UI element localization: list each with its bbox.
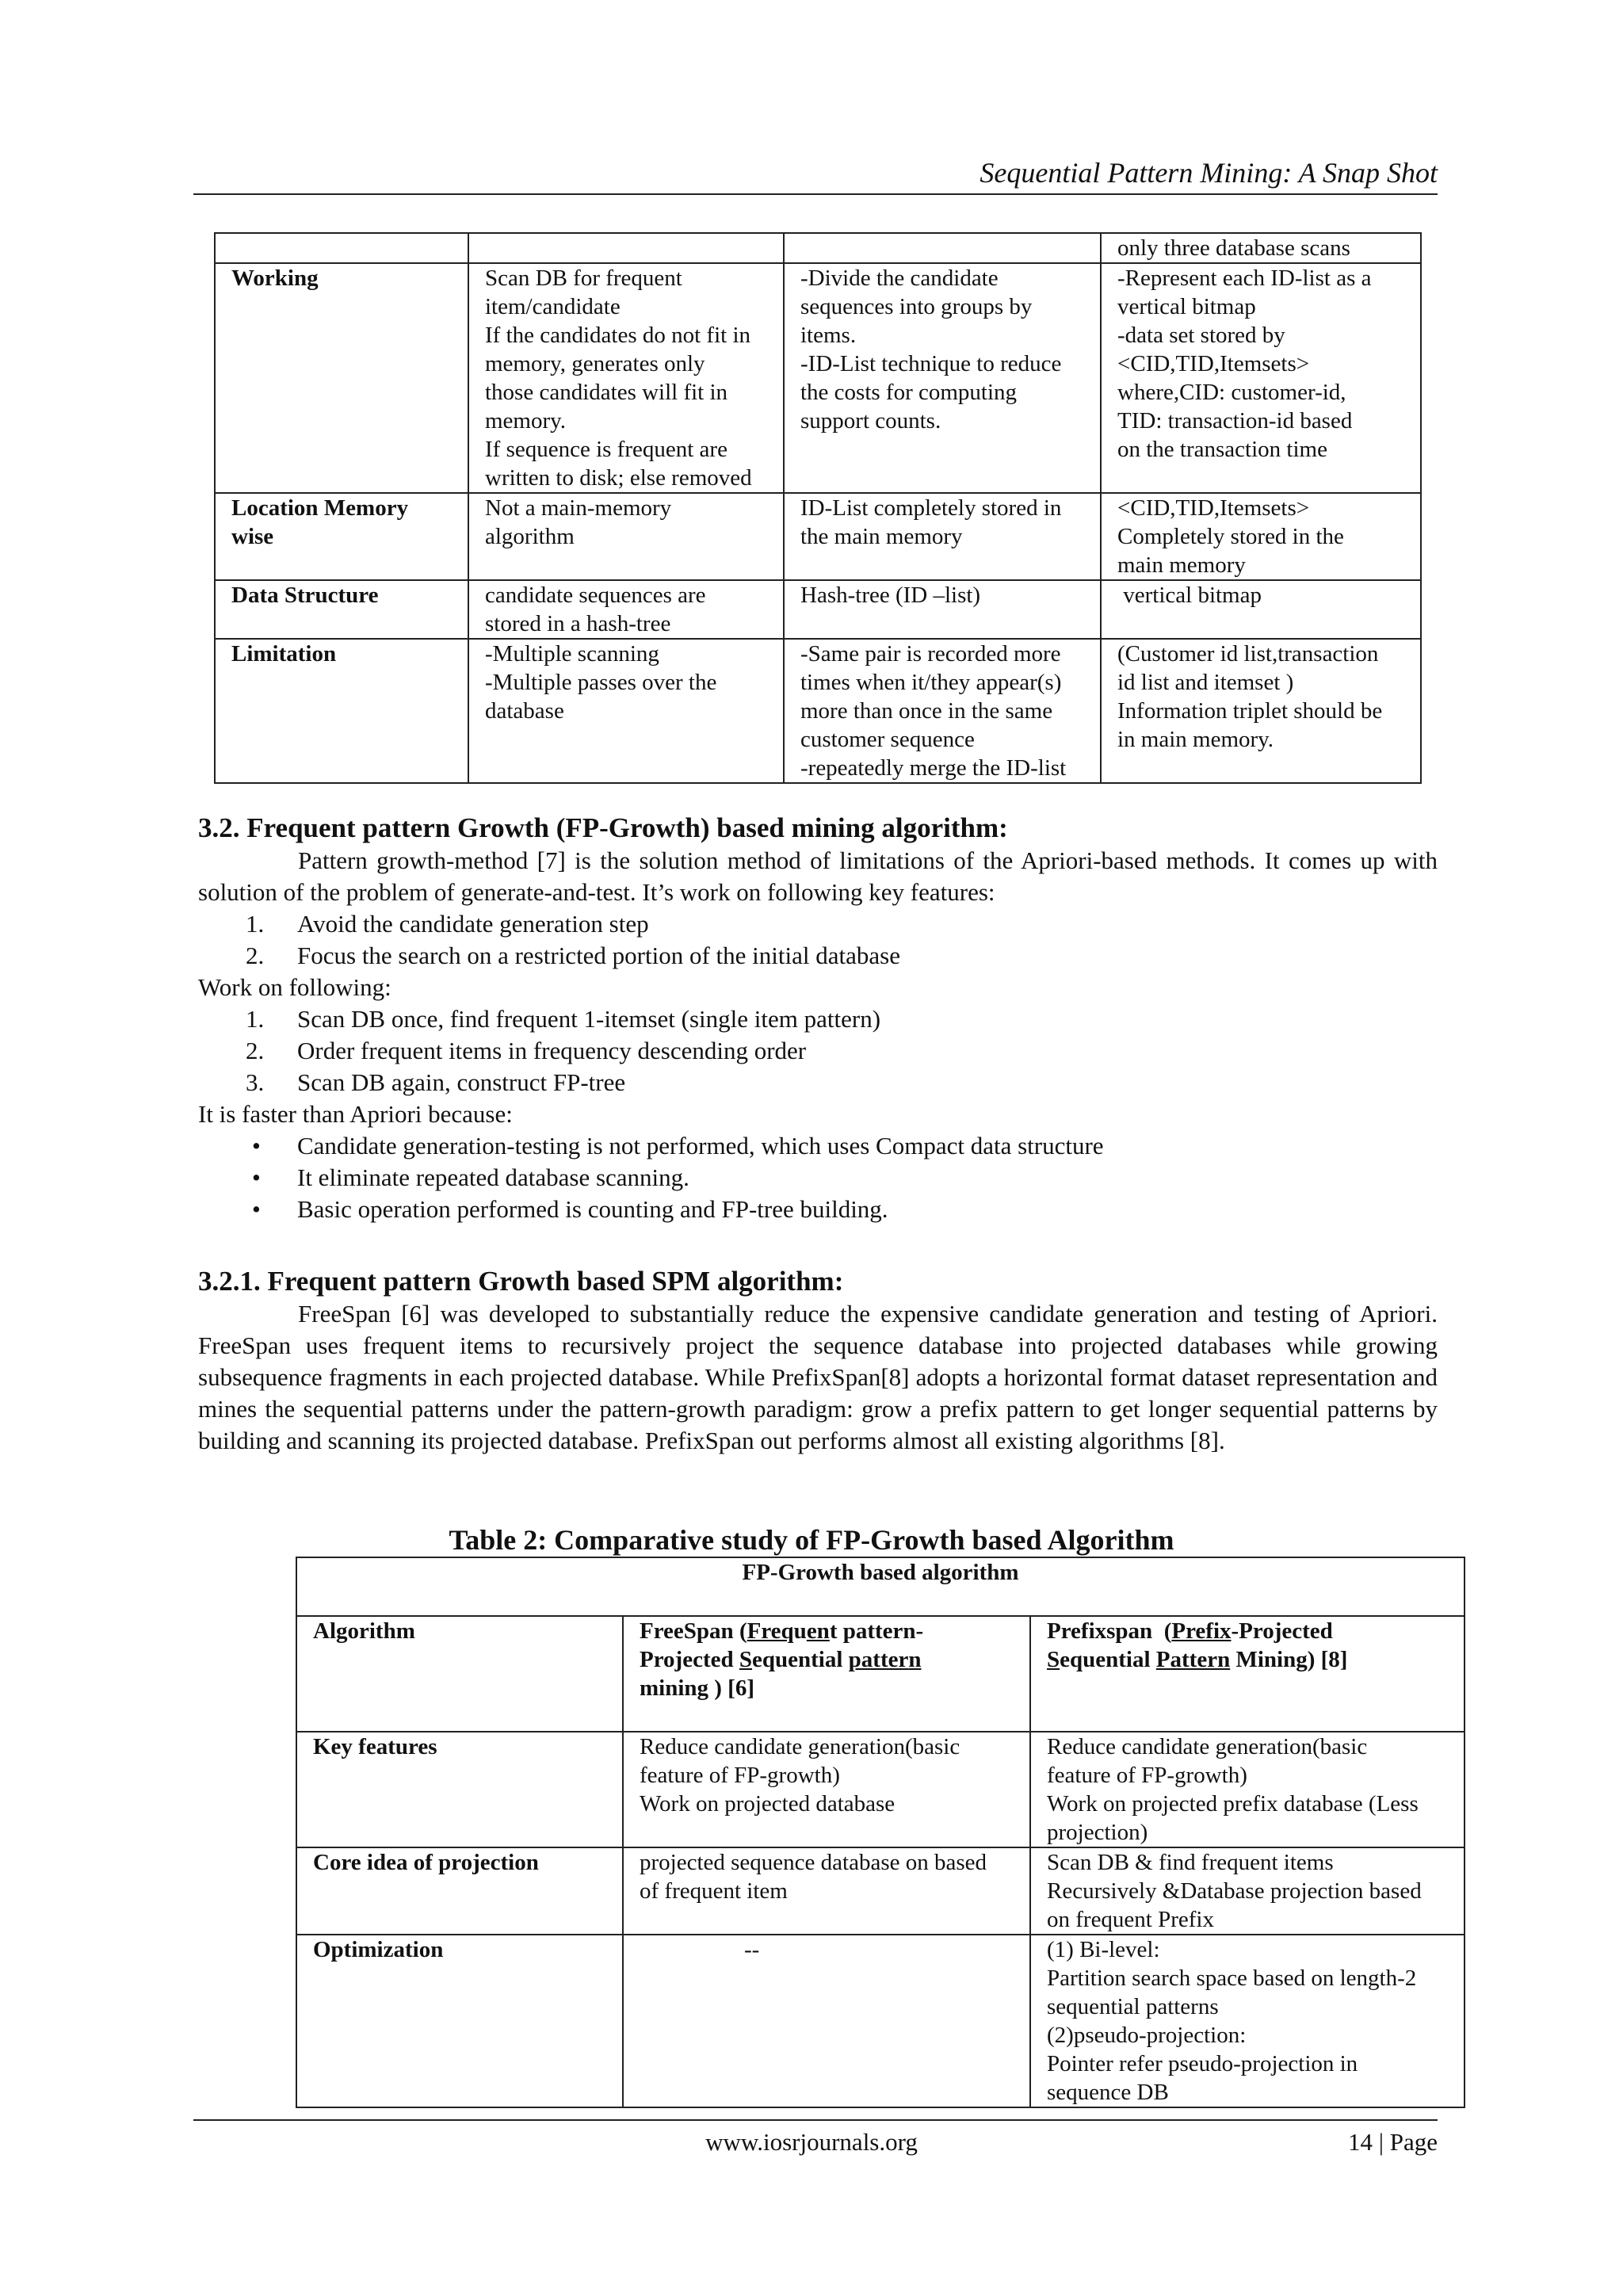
- list-item: • Candidate generation-testing is not performed, which uses Compact data structure: [198, 1130, 1438, 1162]
- table-cell: Scan DB for frequent item/candidate If the candidates do not fit in memory, generates only those candidates will fit in memory. If sequence is frequent are written to disk; else removed: [468, 263, 784, 493]
- paragraph: Pattern growth-method [7] is the solution method of limitations of the Apriori-based methods. It comes up with solution of the problem of generate-and-test. It’s work on following key features:: [198, 846, 1438, 906]
- row-label: Optimization: [296, 1935, 623, 2107]
- section-title: 3.2.1. Frequent pattern Growth based SPM algorithm:: [198, 1266, 844, 1297]
- table-cell: (Customer id list,transaction id list and itemset ) Information triplet should be in main memory.: [1101, 639, 1421, 783]
- table-row: [215, 233, 1421, 263]
- table-row: [296, 1732, 1465, 1847]
- table-row: [215, 263, 1421, 493]
- header-rule: [193, 193, 1438, 195]
- footer-rule: [193, 2119, 1438, 2121]
- table-cell: -Same pair is recorded more times when it/they appear(s) more than once in the same customer sequence -repeatedly merge the ID-list: [784, 639, 1101, 783]
- table-2-caption: Table 2: Comparative study of FP-Growth based Algorithm: [449, 1524, 1174, 1556]
- table-header: FP-Growth based algorithm: [296, 1557, 1465, 1616]
- list-item: • It eliminate repeated database scanning.: [198, 1162, 1438, 1194]
- section-title: 3.2. Frequent pattern Growth (FP-Growth) based mining algorithm:: [198, 812, 1008, 843]
- footer-url: www.iosrjournals.org: [705, 2128, 918, 2156]
- section-3-2-1: [198, 1265, 1438, 1457]
- table-cell: vertical bitmap: [1101, 580, 1421, 639]
- table-cell: ID-List completely stored in the main memory: [784, 493, 1101, 580]
- table-cell: (1) Bi-level: Partition search space based on length-2 sequential patterns (2)pseudo-projection: Pointer refer pseudo-projection in sequence DB: [1030, 1935, 1465, 2107]
- paragraph: FreeSpan [6] was developed to substantially reduce the expensive candidate generation and testing of Apriori. FreeSpan uses frequent items to recursively project the sequence database into projected databases while growing subsequence fragments in each projected database. While PrefixSpan[8] adopts a horizontal format dataset representation and mines the sequential patterns under the pattern-growth paradigm: grow a prefix pattern to get longer sequential patterns by building and scanning its projected database. PrefixSpan out performs almost all existing algorithms [8].: [198, 1300, 1438, 1454]
- table-cell: -Represent each ID-list as a vertical bitmap -data set stored by <CID,TID,Itemsets> where,CID: customer-id, TID: transaction-id based on the transaction time: [1101, 263, 1421, 493]
- list-item: 1. Scan DB once, find frequent 1-itemset (single item pattern): [246, 1005, 881, 1033]
- bullet-icon: •: [252, 1163, 261, 1191]
- table-row: [296, 1847, 1465, 1935]
- table-cell: projected sequence database on based of frequent item: [623, 1847, 1030, 1935]
- table-cell: -Divide the candidate sequences into groups by items. -ID-List technique to reduce the costs for computing support counts.: [784, 263, 1101, 493]
- row-label: Location Memory wise: [215, 493, 468, 580]
- list-item: 1. Avoid the candidate generation step: [246, 910, 649, 938]
- table-row: [215, 639, 1421, 783]
- row-label: Key features: [296, 1732, 623, 1847]
- work-steps-list: [198, 1003, 1438, 1098]
- page-number: 14 | Page: [1348, 2128, 1438, 2156]
- table-cell: Scan DB & find frequent items Recursively &Database projection based on frequent Prefix: [1030, 1847, 1465, 1935]
- row-label: Data Structure: [215, 580, 468, 639]
- row-label: [215, 233, 468, 263]
- paragraph: It is faster than Apriori because:: [198, 1100, 513, 1128]
- table-cell: Reduce candidate generation(basic feature of FP-growth) Work on projected prefix database (Less projection): [1030, 1732, 1465, 1847]
- section-3-2: [198, 812, 1438, 1225]
- table-row: [296, 1935, 1465, 2107]
- table-row: [296, 1557, 1465, 1616]
- faster-reasons-list: [198, 1130, 1438, 1225]
- freespan-title: FreeSpan (Frequent pattern- Projected Sequential pattern mining ) [6]: [623, 1616, 1030, 1732]
- bullet-icon: •: [252, 1195, 261, 1223]
- list-item: • Basic operation performed is counting and FP-tree building.: [198, 1194, 1438, 1225]
- list-item: 3. Scan DB again, construct FP-tree: [246, 1068, 626, 1096]
- table-2: [296, 1557, 1465, 2108]
- paragraph: Work on following:: [198, 973, 391, 1001]
- list-item: 2. Order frequent items in frequency descending order: [246, 1037, 807, 1064]
- table-cell: --: [623, 1935, 1030, 2107]
- table-cell: [468, 233, 784, 263]
- table-row: [296, 1616, 1465, 1732]
- prefixspan-title: Prefixspan (Prefix-Projected Sequential Pattern Mining) [8]: [1030, 1616, 1465, 1732]
- bullet-icon: •: [252, 1132, 261, 1159]
- table-cell: candidate sequences are stored in a hash-tree: [468, 580, 784, 639]
- table-row: [215, 580, 1421, 639]
- key-features-list: [198, 908, 1438, 972]
- table-cell: [784, 233, 1101, 263]
- list-item: 2. Focus the search on a restricted portion of the initial database: [246, 942, 900, 969]
- table-1: [214, 232, 1422, 784]
- running-title: Sequential Pattern Mining: A Snap Shot: [980, 157, 1438, 189]
- table-cell: Hash-tree (ID –list): [784, 580, 1101, 639]
- table-cell: Reduce candidate generation(basic feature of FP-growth) Work on projected database: [623, 1732, 1030, 1847]
- row-label: Core idea of projection: [296, 1847, 623, 1935]
- row-label: Limitation: [215, 639, 468, 783]
- table-cell: only three database scans: [1101, 233, 1421, 263]
- table-row: [215, 493, 1421, 580]
- row-label: Working: [215, 263, 468, 493]
- table-cell: -Multiple scanning -Multiple passes over the database: [468, 639, 784, 783]
- table-cell: Not a main-memory algorithm: [468, 493, 784, 580]
- row-label: Algorithm: [296, 1616, 623, 1732]
- table-cell: <CID,TID,Itemsets> Completely stored in the main memory: [1101, 493, 1421, 580]
